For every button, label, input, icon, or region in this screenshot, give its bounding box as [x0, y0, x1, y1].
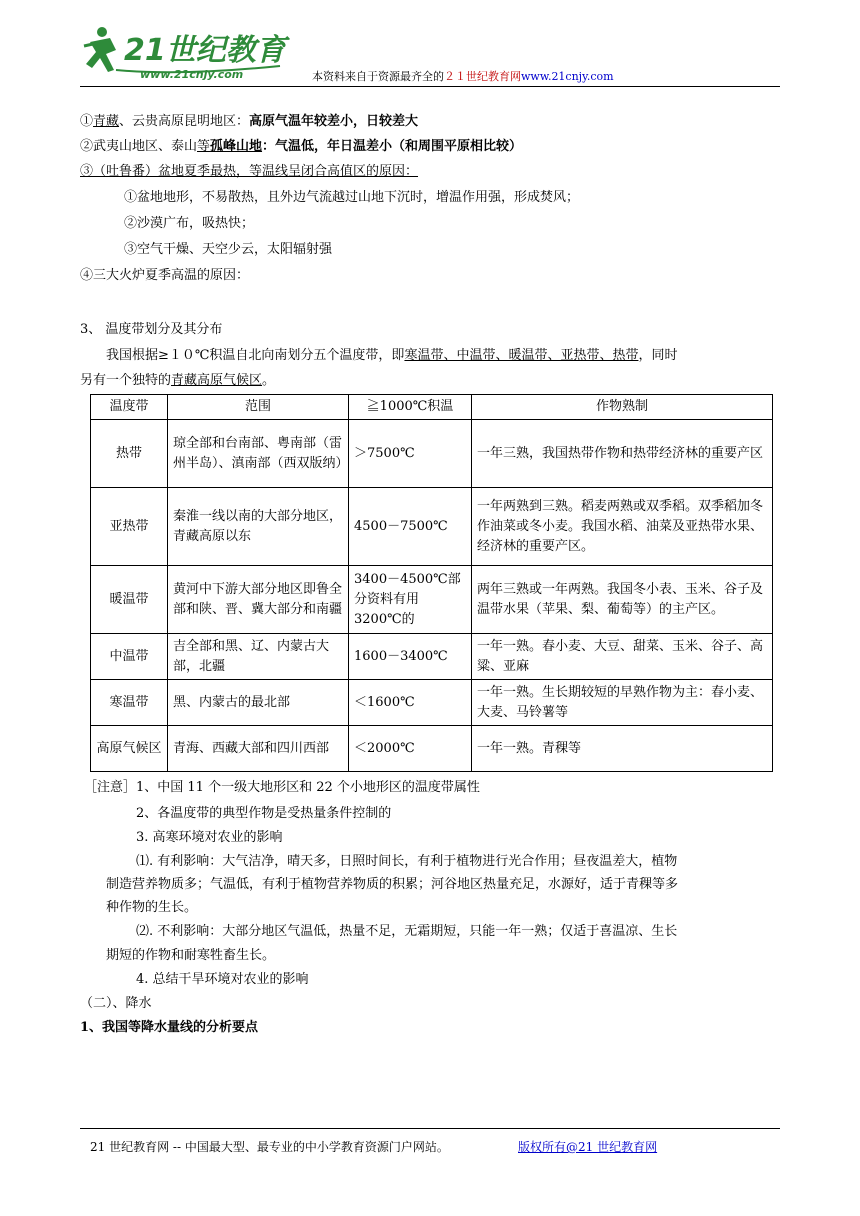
table-row	[91, 488, 773, 566]
temperature-zone-table	[90, 394, 773, 772]
header-range: 范围	[168, 395, 349, 420]
cell-accumulated-temp: 1600－3400℃	[349, 634, 472, 680]
line-qingzang: ①青藏、云贵高原昆明地区：高原气温年较差小，日较差大	[80, 114, 419, 129]
page-footer	[90, 1138, 658, 1155]
line-reason-3: ③空气干燥、天空少云，太阳辐射强	[124, 242, 333, 257]
section-heading-temp-zones: 3、 温度带划分及其分布	[80, 322, 223, 337]
header-zone: 温度带	[91, 395, 168, 420]
cell-zone: 中温带	[91, 634, 168, 680]
header-notice: 本资料来自于资源最齐全的２１世纪教育网www.21cnjy.com	[312, 70, 614, 83]
note-3: 3. 高寒环境对农业的影响	[136, 830, 283, 845]
cell-accumulated-temp: ＞7500℃	[349, 420, 472, 488]
table-header-row	[91, 395, 773, 420]
header-url-link[interactable]: www.21cnjy.com	[521, 70, 614, 83]
cell-crop-system: 一年两熟到三熟。稻麦两熟或双季稻。双季稻加冬作油菜或冬小麦。我国水稻、油菜及亚热带水果、经济林的重要产区。	[472, 488, 773, 566]
page-header	[80, 20, 780, 90]
cell-accumulated-temp: 3400－4500℃部分资料有用3200℃的	[349, 566, 472, 634]
header-crop-system: 作物熟制	[472, 395, 773, 420]
header-accumulated-temp: ≧1000℃积温	[349, 395, 472, 420]
cell-zone: 高原气候区	[91, 726, 168, 772]
footer-copyright-link[interactable]: 版权所有@21 世纪教育网	[518, 1140, 658, 1154]
cell-accumulated-temp: 4500－7500℃	[349, 488, 472, 566]
cell-zone: 暖温带	[91, 566, 168, 634]
note-5a: ⑵. 不利影响：大部分地区气温低，热量不足，无霜期短，只能一年一熟；仅适于喜温凉、生长	[136, 924, 678, 939]
cell-range: 青海、西藏大部和四川西部	[168, 726, 349, 772]
footer-divider	[80, 1128, 780, 1129]
cell-accumulated-temp: ＜1600℃	[349, 680, 472, 726]
cell-range: 秦淮一线以南的大部分地区，青藏高原以东	[168, 488, 349, 566]
cell-zone: 寒温带	[91, 680, 168, 726]
logo-url: www.21cnjy.com	[140, 68, 244, 81]
cell-range: 吉全部和黑、辽、内蒙古大部，北疆	[168, 634, 349, 680]
table-row	[91, 566, 773, 634]
line-plateau-zone: 另有一个独特的青藏高原气候区。	[80, 373, 276, 388]
line-reason-1: ①盆地地形，不易散热，且外边气流越过山地下沉时，增温作用强，形成焚风；	[124, 190, 580, 205]
cell-crop-system: 一年一熟。春小麦、大豆、甜菜、玉米、谷子、高粱、亚麻	[472, 634, 773, 680]
cell-zone: 亚热带	[91, 488, 168, 566]
running-figure-icon	[84, 27, 116, 72]
cell-crop-system: 一年一熟。生长期较短的早熟作物为主：春小麦、大麦、马铃薯等	[472, 680, 773, 726]
site-logo	[80, 20, 290, 84]
note-5b: 期短的作物和耐寒牲畜生长。	[106, 948, 276, 963]
table-row	[91, 420, 773, 488]
section-heading-precipitation: （二）、降水	[80, 996, 152, 1011]
cell-range: 黑、内蒙古的最北部	[168, 680, 349, 726]
note-4b: 制造营养物质多；气温低，有利于植物营养物质的积累；河谷地区热量充足，水源好，适于青稞等多	[106, 877, 679, 892]
cell-zone: 热带	[91, 420, 168, 488]
cell-range: 琼全部和台南部、粤南部（雷州半岛）、滇南部（西双版纳）	[168, 420, 349, 488]
note-4a: ⑴. 有利影响：大气洁净，晴天多，日照时间长，有利于植物进行光合作用；昼夜温差大，植物	[136, 854, 678, 869]
line-furnaces: ④三大火炉夏季高温的原因：	[80, 268, 250, 283]
line-zones-intro: 我国根据≥１０℃积温自北向南划分五个温度带，即寒温带、中温带、暖温带、亚热带、热带，同时	[106, 348, 678, 363]
cell-range: 黄河中下游大部分地区即鲁全部和陕、晋、冀大部分和南疆	[168, 566, 349, 634]
table-row	[91, 634, 773, 680]
note-1: ［注意］1、中国 11 个一级大地形区和 22 个小地形区的温度带属性	[84, 780, 480, 795]
table-row	[91, 680, 773, 726]
note-4c: 种作物的生长。	[106, 900, 198, 915]
note-6: 4. 总结干旱环境对农业的影响	[136, 972, 309, 987]
cell-crop-system: 一年一熟。青稞等	[472, 726, 773, 772]
cell-accumulated-temp: ＜2000℃	[349, 726, 472, 772]
heading-isohyet-analysis: 1、我国等降水量线的分析要点	[80, 1020, 259, 1035]
footer-site-description: 21 世纪教育网 -- 中国最大型、最专业的中小学教育资源门户网站。	[90, 1140, 449, 1154]
header-divider	[80, 86, 780, 87]
cell-crop-system: 一年三熟，我国热带作物和热带经济林的重要产区	[472, 420, 773, 488]
note-2: 2、各温度带的典型作物是受热量条件控制的	[136, 806, 392, 821]
line-wuyi: ②武夷山地区、泰山等孤峰山地：气温低，年日温差小（和周围平原相比较）	[80, 139, 523, 154]
line-turpan: ③（吐鲁番）盆地夏季最热，等温线呈闭合高值区的原因：	[80, 164, 419, 179]
table-row	[91, 726, 773, 772]
line-reason-2: ②沙漠广布，吸热快；	[124, 216, 255, 231]
logo-text: 21世纪教育	[124, 33, 286, 68]
cell-crop-system: 两年三熟或一年两熟。我国冬小表、玉米、谷子及温带水果（苹果、梨、葡萄等）的主产区。	[472, 566, 773, 634]
